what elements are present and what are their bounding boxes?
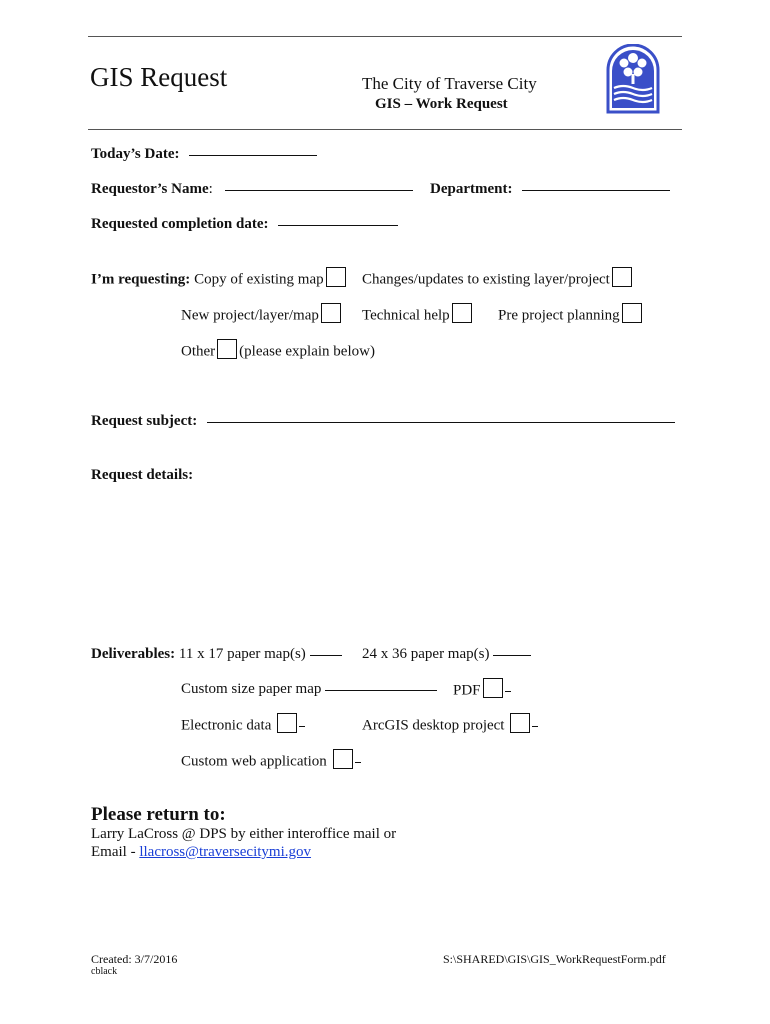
custom-web-underline xyxy=(355,762,361,763)
deliverable-custom-size-field[interactable] xyxy=(325,690,437,691)
deliverable-custom-web xyxy=(181,752,361,772)
checkbox-pre-project-planning[interactable] xyxy=(622,303,642,323)
electronic-data-underline xyxy=(299,726,305,727)
todays-date-label: Today’s Date: xyxy=(91,146,317,163)
deliverable-custom-web-label: Custom web application xyxy=(181,753,327,770)
deliverable-pdf xyxy=(453,681,511,701)
deliverable-arcgis xyxy=(362,716,538,736)
return-email-line: Email - llacross@traversecitymi.gov xyxy=(91,844,312,860)
checkbox-electronic-data[interactable] xyxy=(277,713,297,733)
request-details-label: Request details: xyxy=(91,467,194,483)
option-technical-help xyxy=(362,306,474,326)
author: cblack xyxy=(91,966,118,977)
request-details-area[interactable] xyxy=(91,490,681,630)
deliverable-arcgis-label: ArcGIS desktop project xyxy=(362,717,505,734)
requesting-label: I’m requesting: xyxy=(91,271,191,288)
created-date: Created: 3/7/2016 xyxy=(91,952,178,966)
requesting-row-1 xyxy=(91,270,348,290)
completion-date-label: Requested completion date: xyxy=(91,216,398,233)
deliverable-electronic-data xyxy=(181,716,305,736)
option-changes-label: Changes/updates to existing layer/project xyxy=(362,271,610,288)
deliverable-custom-size xyxy=(181,681,437,698)
todays-date-field[interactable] xyxy=(189,155,317,156)
department-label: Department: xyxy=(430,181,670,198)
header-rule xyxy=(88,129,682,130)
deliverable-electronic-data-label: Electronic data xyxy=(181,717,272,734)
return-heading: Please return to: xyxy=(91,804,226,825)
deliverable-11x17-label: 11 x 17 paper map(s) xyxy=(178,646,306,662)
request-subject-field[interactable] xyxy=(207,422,675,423)
option-technical-help-label: Technical help xyxy=(362,307,450,324)
option-other-label: Other xyxy=(181,343,216,360)
return-line-1: Larry LaCross @ DPS by either interoffice mail or xyxy=(91,826,397,842)
requestor-name-label: Requestor’s Name: xyxy=(91,181,413,198)
email-link[interactable]: llacross@traversecitymi.gov xyxy=(139,844,312,860)
deliverables-label: Deliverables: xyxy=(91,646,176,662)
completion-date-field[interactable] xyxy=(278,225,398,226)
deliverable-24x36-field[interactable] xyxy=(493,655,531,656)
top-rule xyxy=(88,36,682,37)
checkbox-custom-web-application[interactable] xyxy=(333,749,353,769)
option-other-note: (please explain below) xyxy=(239,343,375,360)
deliverable-24x36-label: 24 x 36 paper map(s) xyxy=(362,646,490,662)
arcgis-underline xyxy=(532,726,538,727)
option-copy-label: Copy of existing map xyxy=(194,271,324,288)
org-name: The City of Traverse City xyxy=(362,74,537,93)
deliverable-custom-size-label: Custom size paper map xyxy=(181,681,322,697)
option-new-project-label: New project/layer/map xyxy=(181,307,319,324)
option-other xyxy=(181,342,375,362)
deliverable-pdf-label: PDF xyxy=(453,682,481,699)
form-subtitle: GIS – Work Request xyxy=(375,96,508,112)
checkbox-pdf[interactable] xyxy=(483,678,503,698)
checkbox-technical-help[interactable] xyxy=(452,303,472,323)
deliverable-11x17-field[interactable] xyxy=(310,655,342,656)
checkbox-copy-existing-map[interactable] xyxy=(326,267,346,287)
department-field[interactable] xyxy=(522,190,670,191)
deliverable-24x36 xyxy=(362,646,531,663)
page-title: GIS Request xyxy=(90,62,228,92)
option-changes xyxy=(362,270,634,290)
checkbox-arcgis-desktop-project[interactable] xyxy=(510,713,530,733)
file-path: S:\SHARED\GIS\GIS_WorkRequestForm.pdf xyxy=(443,952,666,966)
checkbox-other[interactable] xyxy=(217,339,237,359)
request-subject-label: Request subject: xyxy=(91,413,675,430)
checkbox-changes-updates[interactable] xyxy=(612,267,632,287)
requestor-name-field[interactable] xyxy=(225,190,413,191)
deliverables-row-1 xyxy=(91,646,342,663)
option-pre-project xyxy=(498,306,644,326)
option-new-project xyxy=(181,306,343,326)
city-seal-icon xyxy=(606,44,660,114)
checkbox-new-project[interactable] xyxy=(321,303,341,323)
option-pre-project-label: Pre project planning xyxy=(498,307,620,324)
pdf-underline xyxy=(505,691,511,692)
